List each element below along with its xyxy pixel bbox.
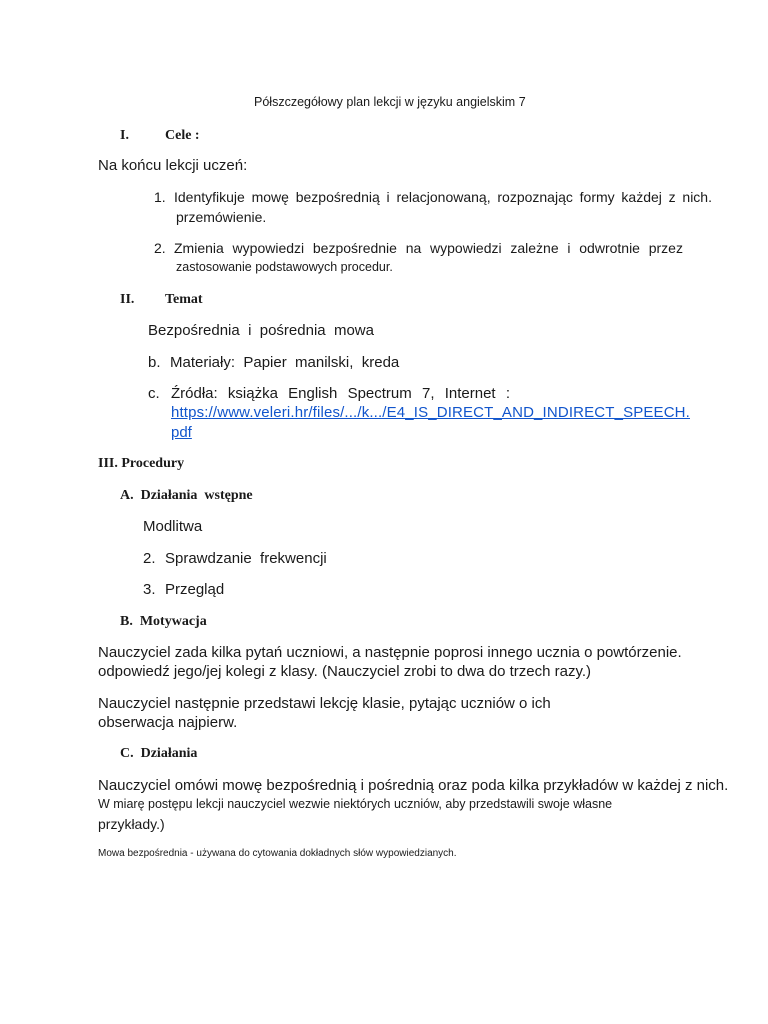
objective-1-line-1: Identyfikuje mowę bezpośrednią i relacjonowaną, rozpoznając formy każdej z nich.	[174, 189, 712, 205]
sources-text: Źródła: książka English Spectrum 7, Internet :	[171, 385, 510, 402]
motivation-p1-line-2: odpowiedź jego/jej kolegi z klasy. (Nauczyciel zrobi to dwa do trzech razy.)	[98, 663, 591, 680]
page-title: Półszczegółowy plan lekcji w języku angielskim 7	[254, 95, 526, 109]
section-numeral-2: II.	[120, 292, 135, 307]
objective-number-1: 1.	[154, 189, 166, 205]
objective-2-line-1: Zmienia wypowiedzi bezpośrednie na wypowiedzi zależne i odwrotnie przez	[174, 240, 683, 256]
activity-number-2: 2.	[143, 550, 156, 567]
objective-number-2: 2.	[154, 240, 166, 256]
activity-item-2: Sprawdzanie frekwencji	[165, 550, 327, 567]
subsection-heading-a: A. Działania wstępne	[120, 488, 253, 503]
source-link-line-1[interactable]: https://www.veleri.hr/files/.../k.../E4_IS_DIRECT_AND_INDIRECT_SPEECH.	[171, 404, 690, 421]
direct-speech-note: Mowa bezpośrednia - używana do cytowania dokładnych słów wypowiedzianych.	[98, 848, 457, 859]
section-numeral-1: I.	[120, 128, 129, 143]
objectives-intro: Na końcu lekcji uczeń:	[98, 157, 248, 174]
subsection-heading-c: C. Działania	[120, 746, 198, 761]
activity-item-3: Przegląd	[165, 581, 225, 598]
activity-item-1: Modlitwa	[143, 518, 203, 535]
activities-line-2: W miarę postępu lekcji nauczyciel wezwie niektórych uczniów, aby przedstawili swoje własne	[98, 797, 613, 811]
motivation-p2-line-1: Nauczyciel następnie przedstawi lekcję klasie, pytając uczniów o ich	[98, 695, 551, 712]
objective-1-line-2: przemówienie.	[176, 209, 267, 225]
motivation-p1-line-1: Nauczyciel zada kilka pytań uczniowi, a następnie poprosi innego ucznia o powtórzenie.	[98, 644, 682, 661]
motivation-p2-line-2: obserwacja najpierw.	[98, 714, 238, 731]
section-heading-procedury: III. Procedury	[98, 456, 185, 471]
activity-number-3: 3.	[143, 581, 156, 598]
materials-marker: b.	[148, 354, 161, 371]
subsection-heading-b: B. Motywacja	[120, 614, 207, 629]
section-heading-temat: Temat	[165, 292, 203, 307]
section-heading-cele: Cele :	[165, 128, 200, 143]
activities-line-1: Nauczyciel omówi mowę bezpośrednią i pośrednią oraz poda kilka przykładów w każdej z nich.	[98, 777, 729, 794]
activities-line-3: przykłady.)	[98, 816, 165, 832]
source-link-line-2[interactable]: pdf	[171, 424, 192, 441]
lesson-topic: Bezpośrednia i pośrednia mowa	[148, 322, 374, 339]
objective-2-line-2: zastosowanie podstawowych procedur.	[176, 260, 393, 274]
sources-marker: c.	[148, 385, 160, 402]
materials-text: Materiały: Papier manilski, kreda	[170, 354, 400, 371]
